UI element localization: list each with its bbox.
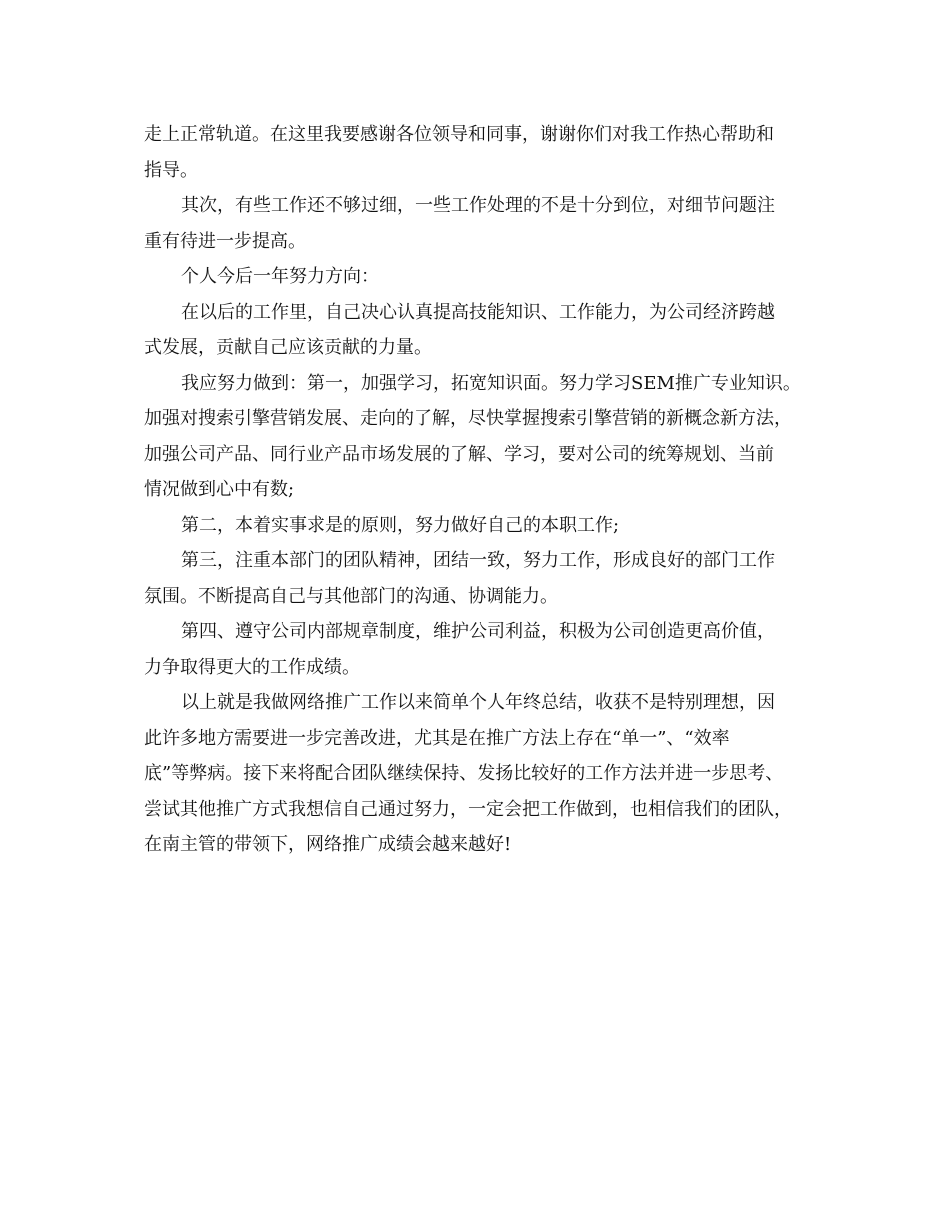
text-line: 重有待进一步提高。 <box>144 230 306 252</box>
text-line: 第四、遵守公司内部规章制度，维护公司利益，积极为公司创造更高价值， <box>181 621 775 642</box>
document-body <box>144 117 824 863</box>
text-line: 力争取得更大的工作成绩。 <box>144 656 360 678</box>
text-line: 第三，注重本部门的团队精神，团结一致，努力工作，形成良好的部门工作 <box>181 550 775 571</box>
text-line: 式发展，贡献自己应该贡献的力量。 <box>144 337 432 358</box>
text-line: 指导。 <box>144 159 198 181</box>
text-line: 加强公司产品、同行业产品市场发展的了解、学习，要对公司的统筹规划、当前 <box>144 443 774 465</box>
text-line: 我应努力做到：第一，加强学习，拓宽知识面。努力学习SEM推广专业知识。 <box>181 372 801 394</box>
text-line: 此许多地方需要进一步完善改进，尤其是在推广方法上存在“单一”、“效率 <box>144 727 730 749</box>
text-line: 尝试其他推广方式我想信自己通过努力，一定会把工作做到，也相信我们的团队， <box>144 798 792 820</box>
text-line: 加强对搜索引擎营销发展、走向的了解，尽快掌握搜索引擎营销的新概念新方法， <box>144 408 792 429</box>
text-line: 在南主管的带领下，网络推广成绩会越来越好! <box>144 834 512 855</box>
text-line: 走上正常轨道。在这里我要感谢各位领导和同事，谢谢你们对我工作热心帮助和 <box>144 124 774 145</box>
text-line: 以上就是我做网络推广工作以来简单个人年终总结，收获不是特别理想，因 <box>181 692 775 713</box>
text-line: 在以后的工作里，自己决心认真提高技能知识、工作能力，为公司经济跨越 <box>181 301 775 323</box>
text-line: 第二，本着实事求是的原则，努力做好自己的本职工作; <box>181 514 620 536</box>
text-line: 其次，有些工作还不够过细，一些工作处理的不是十分到位，对细节问题注 <box>181 195 775 216</box>
text-line: 氛围。不断提高自己与其他部门的沟通、协调能力。 <box>144 585 558 607</box>
text-line: 个人今后一年努力方向： <box>181 266 379 287</box>
text-line: 情况做到心中有数; <box>144 479 295 500</box>
text-line: 底”等弊病。接下来将配合团队继续保持、发扬比较好的工作方法并进一步思考、 <box>144 763 784 784</box>
